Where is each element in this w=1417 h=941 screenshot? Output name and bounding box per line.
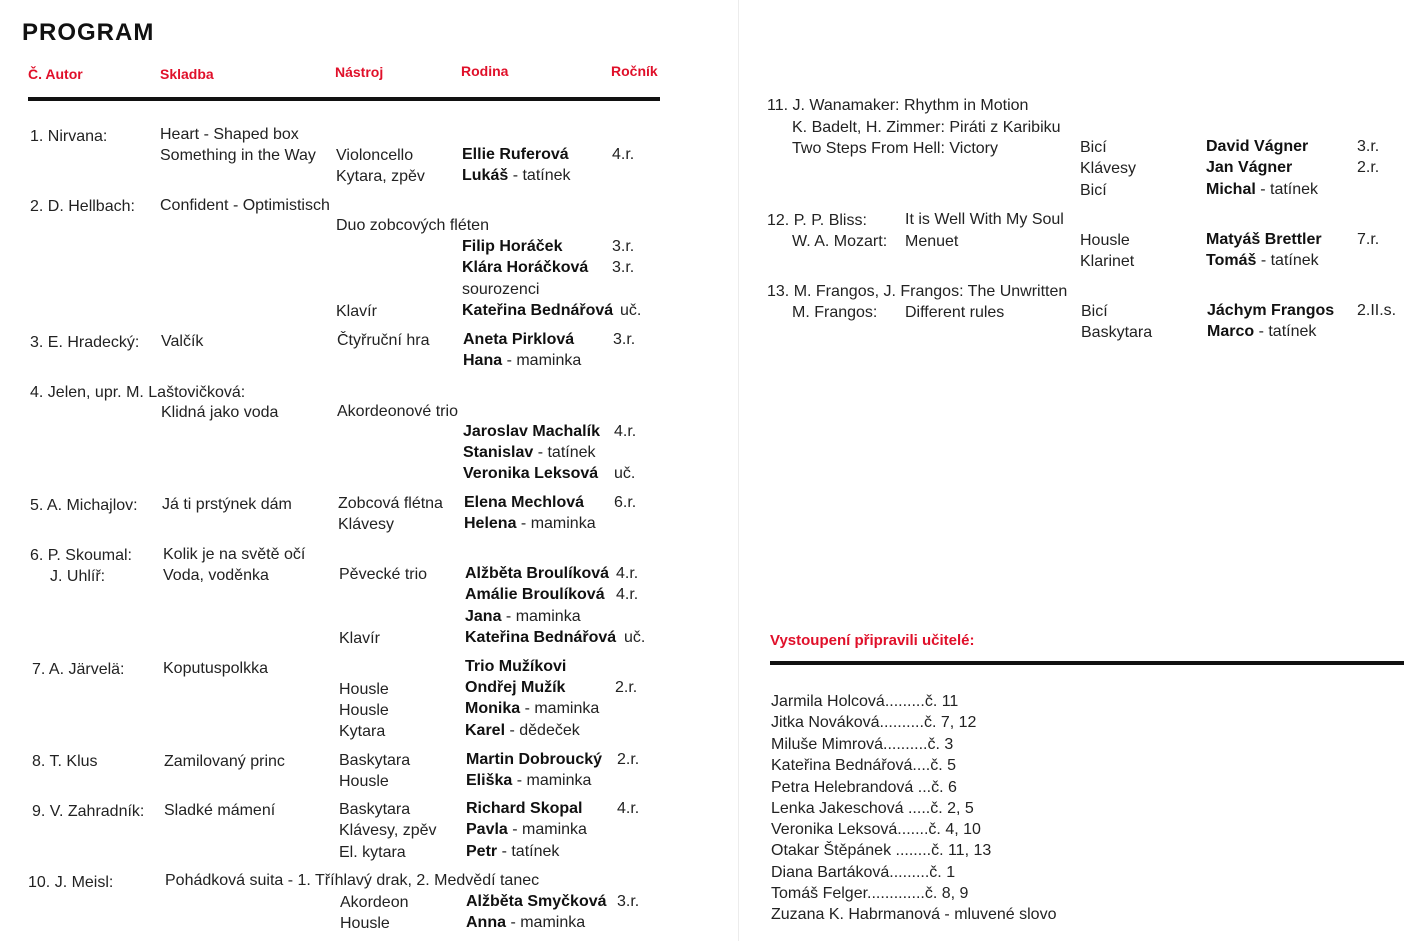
- item-instrument: Baskytara: [1081, 324, 1153, 341]
- item-piece: It is Well With My Soul: [905, 211, 1064, 228]
- item-grade: 7.r.: [1357, 231, 1380, 248]
- item-instrument: Klávesy: [338, 516, 395, 533]
- performer-name: Alžběta Smyčková: [466, 893, 607, 910]
- performer-name: Jaroslav Machalík: [463, 423, 600, 440]
- performer-relation: - maminka: [512, 772, 592, 789]
- performer-name: Matyáš Brettler: [1206, 231, 1322, 248]
- item-author: 3. E. Hradecký:: [30, 334, 140, 351]
- item-grade: 4.r.: [616, 586, 639, 603]
- performer-line: [466, 820, 587, 840]
- item-grade: uč.: [624, 629, 646, 646]
- item-author-piece: Two Steps From Hell: Victory: [792, 140, 998, 157]
- item-grade: 4.r.: [614, 423, 637, 440]
- item-instrument: Akordeon: [340, 894, 409, 911]
- performer-name: Kateřina Bednářová: [465, 629, 617, 646]
- header-instrument: Nástroj: [335, 64, 384, 80]
- performer-name: Richard Skopal: [466, 800, 583, 817]
- performer-name: Petr: [466, 843, 498, 860]
- item-ensemble: Akordeonové trio: [337, 403, 458, 420]
- item-grade: 4.r.: [612, 146, 635, 163]
- performer-name: Jáchym Frangos: [1207, 302, 1335, 319]
- item-instrument: Klavír: [339, 630, 380, 647]
- item-grade: 2.r.: [615, 679, 638, 696]
- item-piece: Kolik je na světě očí: [163, 546, 306, 563]
- performer-name: Lukáš: [462, 167, 509, 184]
- item-grade: 3.r.: [1357, 138, 1380, 155]
- item-grade: 6.r.: [614, 494, 637, 511]
- performer-relation: sourozenci: [462, 281, 540, 298]
- performer-line: [465, 699, 599, 719]
- performer-relation: - maminka: [516, 515, 596, 532]
- performer-name: Filip Horáček: [462, 238, 563, 255]
- performer-name: Jana: [465, 608, 502, 625]
- item-author: M. Frangos:: [792, 304, 878, 321]
- performer-relation: - tatínek: [533, 444, 596, 461]
- performer-line: [464, 514, 596, 534]
- performer-line: [466, 913, 585, 933]
- teacher-line: Tomáš Felger.............č. 8, 9: [771, 885, 969, 902]
- teacher-line: Zuzana K. Habrmanová - mluvené slovo: [771, 906, 1057, 923]
- performer-name: Pavla: [466, 821, 508, 838]
- item-author-piece: K. Badelt, H. Zimmer: Piráti z Karibiku: [792, 119, 1061, 136]
- performer-relation: - maminka: [520, 700, 600, 717]
- item-grade: 3.r.: [612, 259, 635, 276]
- performer-name: Aneta Pirklová: [463, 331, 575, 348]
- performer-name: Marco: [1207, 323, 1255, 340]
- teacher-line: Miluše Mimrová..........č. 3: [771, 736, 954, 753]
- item-author: 10. J. Meisl:: [28, 874, 114, 891]
- item-instrument: El. kytara: [339, 844, 406, 861]
- item-instrument: Violoncello: [336, 147, 414, 164]
- item-piece: Different rules: [905, 304, 1005, 321]
- item-piece: Sladké mámení: [164, 802, 276, 819]
- teacher-line: Petra Helebrandová ...č. 6: [771, 779, 957, 796]
- performer-name: Anna: [466, 914, 506, 931]
- item-author: J. Uhlíř:: [50, 568, 106, 585]
- item-instrument: Klávesy, zpěv: [339, 822, 437, 839]
- header-piece: Skladba: [160, 66, 214, 82]
- performer-relation: - dědeček: [505, 722, 580, 739]
- performer-line: [463, 443, 596, 463]
- performer-name: Elena Mechlová: [464, 494, 585, 511]
- teachers-heading: Vystoupení připravili učitelé:: [770, 632, 975, 649]
- item-author: W. A. Mozart:: [792, 233, 888, 250]
- item-instrument: Klarinet: [1080, 253, 1135, 270]
- performer-relation: - tatínek: [508, 167, 571, 184]
- item-author-piece: 13. M. Frangos, J. Frangos: The Unwritten: [767, 283, 1068, 300]
- performer-relation: - maminka: [506, 914, 586, 931]
- performer-relation: - tatínek: [1254, 323, 1317, 340]
- header-grade: Ročník: [611, 63, 658, 79]
- item-instrument: Bicí: [1081, 303, 1108, 320]
- item-instrument: Klávesy: [1080, 160, 1137, 177]
- item-piece: Zamilovaný princ: [164, 753, 285, 770]
- item-piece: Já ti prstýnek dám: [162, 496, 292, 513]
- item-grade: 3.r.: [613, 331, 636, 348]
- item-grade: 4.r.: [616, 565, 639, 582]
- teacher-line: Veronika Leksová.......č. 4, 10: [771, 821, 981, 838]
- item-grade: 2.r.: [1357, 159, 1380, 176]
- performer-relation: - maminka: [501, 608, 581, 625]
- item-author: 8. T. Klus: [32, 753, 98, 770]
- item-author: 5. A. Michajlov:: [30, 497, 138, 514]
- item-grade: 4.r.: [617, 800, 640, 817]
- item-piece: Valčík: [161, 333, 204, 350]
- performer-name: Klára Horáčková: [462, 259, 589, 276]
- item-piece: Pohádková suita - 1. Tříhlavý drak, 2. Medvědí tanec: [165, 872, 540, 889]
- item-piece: Heart - Shaped box: [160, 126, 299, 143]
- teacher-line: Kateřina Bednářová....č. 5: [771, 757, 956, 774]
- performer-name: Helena: [464, 515, 517, 532]
- performer-name: Hana: [463, 352, 503, 369]
- item-instrument: Bicí: [1080, 182, 1107, 199]
- item-grade: uč.: [614, 465, 636, 482]
- performer-name: Alžběta Broulíková: [465, 565, 610, 582]
- teacher-line: Otakar Štěpánek ........č. 11, 13: [771, 842, 992, 859]
- performer-line: [462, 166, 571, 186]
- performer-name: Karel: [465, 722, 506, 739]
- item-ensemble: Pěvecké trio: [339, 566, 428, 583]
- performer-line: [1207, 322, 1316, 342]
- performer-name: Stanislav: [463, 444, 534, 461]
- item-author: 1. Nirvana:: [30, 128, 108, 145]
- item-author: 6. P. Skoumal:: [30, 547, 132, 564]
- header-rule: [28, 97, 660, 101]
- performer-name: Tomáš: [1206, 252, 1257, 269]
- performer-line: [1206, 180, 1318, 200]
- performer-relation: - maminka: [502, 352, 582, 369]
- item-instrument: Baskytara: [339, 801, 411, 818]
- item-author: 2. D. Hellbach:: [30, 198, 135, 215]
- item-piece: Voda, voděnka: [163, 567, 269, 584]
- performer-line: [466, 842, 559, 862]
- item-grade: uč.: [620, 302, 642, 319]
- performer-line: [463, 351, 581, 371]
- item-grade: 3.r.: [612, 238, 635, 255]
- item-instrument: Klavír: [336, 303, 377, 320]
- teacher-line: Jitka Nováková..........č. 7, 12: [771, 714, 977, 731]
- item-instrument: Čtyřruční hra: [337, 332, 430, 349]
- item-grade: 3.r.: [617, 893, 640, 910]
- item-instrument: Housle: [1080, 232, 1130, 249]
- group-name: Trio Mužíkovi: [465, 658, 567, 675]
- item-ensemble: Duo zobcových fléten: [336, 217, 489, 234]
- performer-name: Ondřej Mužík: [465, 679, 566, 696]
- performer-line: [466, 771, 591, 791]
- item-author: 7. A. Järvelä:: [32, 661, 125, 678]
- item-author: 12. P. P. Bliss:: [767, 212, 867, 229]
- item-piece: Klidná jako voda: [161, 404, 279, 421]
- item-instrument: Bicí: [1080, 139, 1107, 156]
- performer-name: Veronika Leksová: [463, 465, 599, 482]
- item-instrument: Baskytara: [339, 752, 411, 769]
- page-title: PROGRAM: [22, 19, 155, 46]
- header-family: Rodina: [461, 63, 509, 79]
- page-fold: [738, 0, 739, 941]
- item-author: 4. Jelen, upr. M. Laštovičková:: [30, 384, 246, 401]
- item-instrument: Housle: [339, 773, 389, 790]
- performer-relation: - tatínek: [497, 843, 560, 860]
- teachers-rule: [770, 661, 1404, 665]
- performer-line: [1206, 251, 1319, 271]
- performer-name: Monika: [465, 700, 521, 717]
- performer-name: Ellie Ruferová: [462, 146, 569, 163]
- teacher-line: Lenka Jakeschová .....č. 2, 5: [771, 800, 974, 817]
- item-piece: Koputuspolkka: [163, 660, 268, 677]
- performer-name: Eliška: [466, 772, 513, 789]
- performer-name: Martin Dobroucký: [466, 751, 603, 768]
- item-grade: 2.II.s.: [1357, 302, 1397, 319]
- performer-name: David Vágner: [1206, 138, 1309, 155]
- teacher-line: Jarmila Holcová.........č. 11: [771, 693, 959, 710]
- performer-name: Michal: [1206, 181, 1256, 198]
- performer-relation: - tatínek: [1256, 252, 1319, 269]
- item-instrument: Zobcová flétna: [338, 495, 443, 512]
- item-instrument: Housle: [340, 915, 390, 932]
- item-instrument: Housle: [339, 702, 389, 719]
- performer-name: Amálie Broulíková: [465, 586, 605, 603]
- performer-relation: - tatínek: [1255, 181, 1319, 198]
- performer-name: Jan Vágner: [1206, 159, 1293, 176]
- performer-relation: - maminka: [507, 821, 587, 838]
- item-author-piece: 11. J. Wanamaker: Rhythm in Motion: [767, 97, 1029, 114]
- performer-name: Kateřina Bednářová: [462, 302, 614, 319]
- item-piece: Something in the Way: [160, 147, 316, 164]
- header-num-author: Č. Autor: [28, 66, 83, 82]
- item-instrument: Kytara, zpěv: [336, 168, 425, 185]
- item-instrument: Kytara: [339, 723, 386, 740]
- performer-line: [465, 721, 580, 741]
- item-grade: 2.r.: [617, 751, 640, 768]
- item-piece: Confident - Optimistisch: [160, 197, 330, 214]
- item-piece: Menuet: [905, 233, 959, 250]
- item-instrument: Housle: [339, 681, 389, 698]
- teacher-line: Diana Bartáková.........č. 1: [771, 864, 956, 881]
- item-author: 9. V. Zahradník:: [32, 803, 145, 820]
- performer-line: [465, 607, 581, 627]
